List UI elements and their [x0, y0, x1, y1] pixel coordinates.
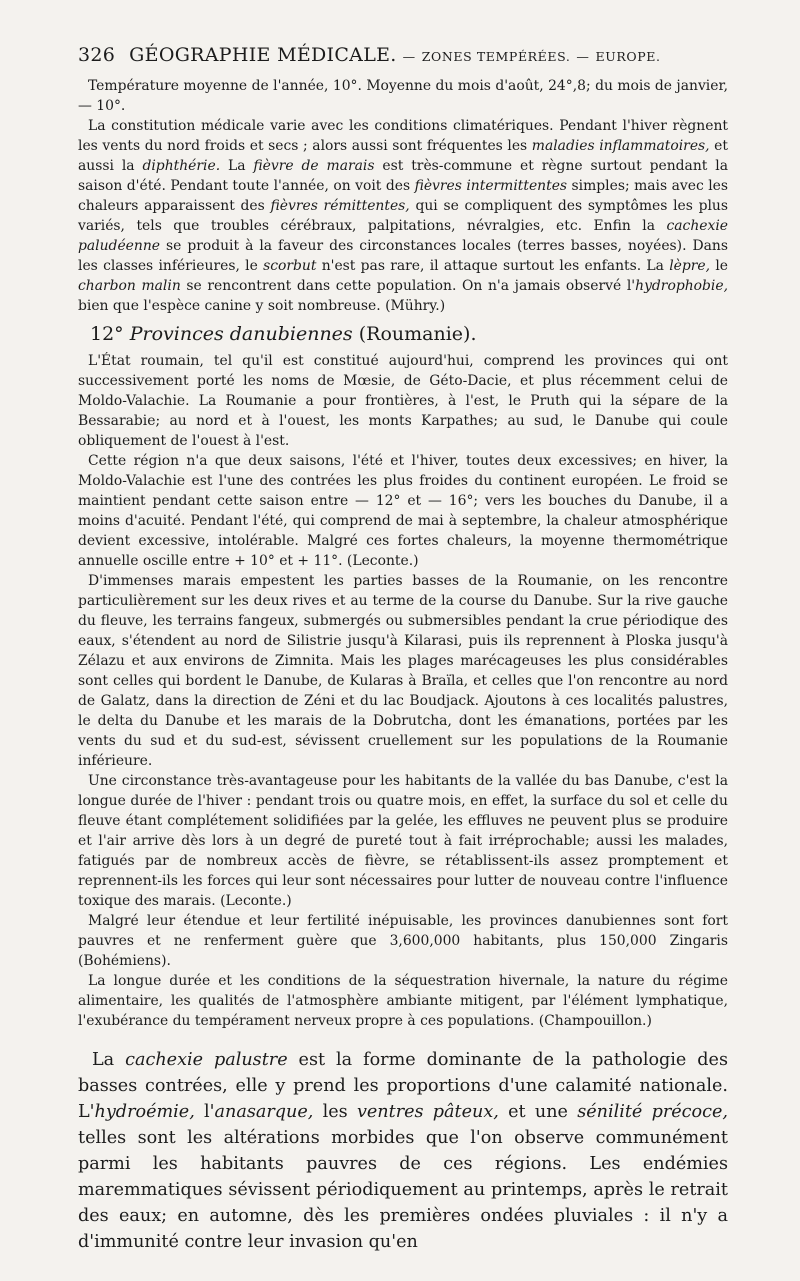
paragraph-medical-constitution: La constitution médicale varie avec les conditions climatériques. Pendant l'hiver règnent les vents du nord froids et secs ; alors aussi sont fréquentes les maladies inflammatoires, et aussi la diphthérie. La fièvre de marais est très-commune et règne surtout pendant la saison d'été. Pendant toute l'année, on voit des fièvres intermittentes simples; mais avec les chaleurs apparaissent des fièvres rémittentes, qui se compliquent des symptômes les plus variés, tels que troubles cérébraux, palpitations, névralgies, etc. Enfin la cachexie paludéenne se produit à la faveur des circonstances locales (terres basses, noyées). Dans les classes inférieures, le scorbut n'est pas rare, il attaque surtout les enfants. La lèpre, le charbon malin se rencontrent dans cette population. On n'a jamais observé l'hydrophobie, bien que l'espèce canine y soit nombreuse. (Mühry.)	[78, 118, 729, 314]
paragraph-temperature: Température moyenne de l'année, 10°. Moyenne du mois d'août, 24°,8; du mois de janvier, — 10°.	[78, 78, 728, 114]
header-part: ZONES TEMPÉRÉES.	[421, 49, 571, 64]
paragraph-romanian-state: L'État roumain, tel qu'il est constitué aujourd'hui, comprend les provinces qui ont successivement porté les noms de Mœsie, de Géto-Dacie, et plus récemment celui de Moldo-Valachie. La Roumanie a pour frontières, à l'est, le Pruth qui la sépare de la Bessarabie; au nord et à l'ouest, les monts Karpathes; au sud, le Danube qui coule obliquement de l'ouest à l'est.	[78, 353, 728, 449]
paragraph-winter: Une circonstance très-avantageuse pour les habitants de la vallée du bas Danube, c'est la longue durée de l'hiver : pendant trois ou quatre mois, en effet, la surface du sol et celle du fleuve étant complétement solidifiées par la gelée, les effluves ne peuvent plus se produire et l'air arrive dès lors à un degré de pureté tout à fait irréprochable; aussi les malades, fatigués par de nombreux accès de fièvre, se rétablissent-ils assez promptement et reprennent-ils les forces qui leur sont nécessaires pour lutter de nouveau contre l'influence toxique des marais. (Leconte.)	[78, 773, 728, 909]
header-region: EUROPE.	[595, 49, 661, 64]
paragraph-population: Malgré leur étendue et leur fertilité inépuisable, les provinces danubiennes sont fort pauvres et ne renferment guère que 3,600,000 habitants, plus 150,000 Zingaris (Bohémiens).	[78, 913, 728, 969]
running-header	[78, 44, 728, 66]
paragraph-sequestration: La longue durée et les conditions de la séquestration hivernale, la nature du régime alimentaire, les qualités de l'atmosphère ambiante mitigent, par l'élément lymphatique, l'exubérance du tempérament nerveux propre à ces populations. (Champouillon.)	[78, 973, 728, 1029]
small-print-body	[78, 76, 728, 1031]
header-dash-1: —	[402, 49, 416, 64]
section-heading: 12° Provinces danubiennes (Roumanie).	[90, 323, 477, 345]
header-dash-2: —	[576, 49, 590, 64]
header-title: GÉOGRAPHIE MÉDICALE.	[129, 44, 397, 66]
paragraph-seasons: Cette région n'a que deux saisons, l'été et l'hiver, toutes deux excessives; en hiver, la Moldo-Valachie est l'une des contrées les plus froides du continent européen. Le froid se maintient pendant cette saison entre — 12° et — 16°; vers les bouches du Danube, il a moins d'acuité. Pendant l'été, qui comprend de mai à septembre, la chaleur atmosphérique devient excessive, intolérable. Malgré ces fortes chaleurs, la moyenne thermométrique annuelle oscille entre + 10° et + 11°. (Leconte.)	[78, 453, 728, 569]
page-number: 326	[78, 44, 116, 66]
large-print-body	[78, 1047, 728, 1255]
paragraph-marshes: D'immenses marais empestent les parties basses de la Roumanie, on les rencontre particulièrement sur les deux rives et au terme de la course du Danube. Sur la rive gauche du fleuve, les terrains fangeux, submergés ou submersibles pendant la crue périodique des eaux, s'étendent au nord de Silistrie jusqu'à Kilarasi, puis ils reprennent à Ploska jusqu'à Zélazu et aux environs de Zimnita. Mais les plages marécageuses les plus considérables sont celles qui bordent le Danube, de Kularas à Braïla, et celles que l'on rencontre au nord de Galatz, dans la direction de Zéni et du lac Boudjack. Ajoutons à ces localités palustres, le delta du Danube et les marais de la Dobrutcha, dont les émanations, portées par les vents du sud et du sud-est, sévissent cruellement sur les populations de la Roumanie inférieure.	[78, 573, 728, 769]
paragraph-cachexie: La cachexie palustre est la forme dominante de la pathologie des basses contrées, elle y prend les proportions d'une calamité nationale. L'hydroémie, l'anasarque, les ventres pâteux, et une sénilité précoce, telles sont les altérations morbides que l'on observe communément parmi les habitants pauvres de ces régions. Les endémies maremmatiques sévissent périodiquement au printemps, après le retrait des eaux; en automne, dès les premières ondées pluviales : il n'y a d'immunité contre leur invasion qu'en	[78, 1050, 728, 1252]
